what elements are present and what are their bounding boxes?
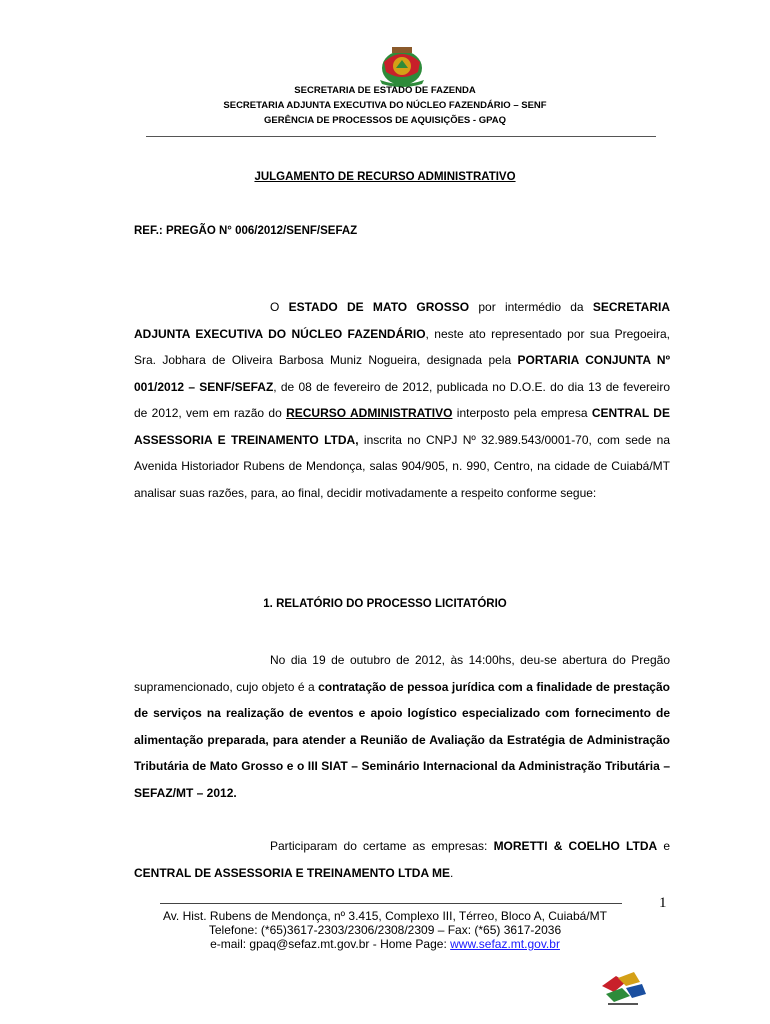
- sefaz-logo-icon: [596, 968, 650, 1008]
- text-run: por intermédio da: [469, 300, 593, 314]
- header-divider: [146, 136, 656, 137]
- text-run: .: [450, 865, 454, 880]
- bold-run: CENTRAL DE ASSESSORIA E TREINAMENTO LTDA ME: [134, 865, 451, 880]
- bold-run: CENTRAL DE ASSESSORIA E TREINAMENTO LTDA,: [134, 406, 670, 447]
- page-number: 1: [659, 895, 667, 911]
- bold-underline-run: RECURSO ADMINISTRATIVO: [286, 406, 453, 420]
- text-run: , neste ato representado por sua Pregoeira, Sra. Jobhara de Oliveira Barbosa Muniz Nogueira, designada pela: [134, 326, 670, 367]
- footer-contact: [0, 937, 770, 951]
- text-run: No dia 19 de outubro de 2012, às 14:00hs, deu-se abertura do Pregão supramencionado, cujo objeto é a: [134, 653, 670, 694]
- header-line-2: SECRETARIA ADJUNTA EXECUTIVA DO NÚCLEO FAZENDÁRIO – SENF: [223, 100, 547, 111]
- reference-line: REF.: PREGÃO N° 006/2012/SENF/SEFAZ: [134, 225, 358, 237]
- paragraph-intro: [134, 294, 670, 506]
- paragraph-participants: [134, 833, 670, 886]
- bold-run: SECRETARIA ADJUNTA EXECUTIVA DO NÚCLEO FAZENDÁRIO: [134, 300, 670, 341]
- state-coat-of-arms-icon: [374, 42, 430, 88]
- footer-phone: Telefone: (*65)3617-2303/2306/2308/2309 – Fax: (*65) 3617-2036: [208, 923, 562, 937]
- header-line-1: SECRETARIA DE ESTADO DE FAZENDA: [294, 85, 476, 96]
- document-title: JULGAMENTO DE RECURSO ADMINISTRATIVO: [254, 171, 516, 183]
- text-run: , de 08 de fevereiro de 2012, publicada no D.O.E. do dia 13 de fevereiro de 2012, vem em razão do: [134, 379, 670, 420]
- text-run: inscrita no CNPJ Nº 32.989.543/0001-70, com sede na Avenida Historiador Rubens de Mendonça, salas 904/905, n. 990, Centro, na cidade de Cuiabá/MT analisar suas razões, para, ao final, decidir motivadamente a respeito conforme segue:: [134, 432, 670, 500]
- footer-divider: [160, 903, 622, 904]
- bold-run: ESTADO DE MATO GROSSO: [288, 300, 470, 314]
- text-run: O: [270, 300, 289, 314]
- footer-address: Av. Hist. Rubens de Mendonça, nº 3.415, Complexo III, Térreo, Bloco A, Cuiabá/MT: [163, 909, 607, 923]
- text-run: interposto pela empresa: [452, 406, 592, 420]
- text-run: Participaram do certame as empresas:: [270, 839, 494, 853]
- footer-email: e-mail: gpaq@sefaz.mt.gov.br - Home Page:: [210, 937, 451, 951]
- section-heading: 1. RELATÓRIO DO PROCESSO LICITATÓRIO: [263, 598, 507, 610]
- paragraph-report: [134, 647, 670, 806]
- header-line-3: GERÊNCIA DE PROCESSOS DE AQUISIÇÕES - GPAQ: [264, 115, 506, 126]
- bold-run: contratação de pessoa jurídica com a finalidade de prestação de serviços na realização de eventos e apoio logístico especializado com fornecimento de alimentação preparada, para atender a Reunião de Avaliação da Estratégia de Administração Tributária de Mato Grosso e o III SIAT – Seminário Internacional da Administração Tributária – SEFAZ/MT – 2012.: [134, 679, 670, 800]
- text-run: e: [657, 839, 670, 853]
- homepage-link[interactable]: www.sefaz.mt.gov.br: [450, 937, 560, 951]
- bold-run: MORETTI & COELHO LTDA: [493, 839, 658, 853]
- bold-run: PORTARIA CONJUNTA Nº 001/2012 – SENF/SEFAZ: [134, 353, 670, 394]
